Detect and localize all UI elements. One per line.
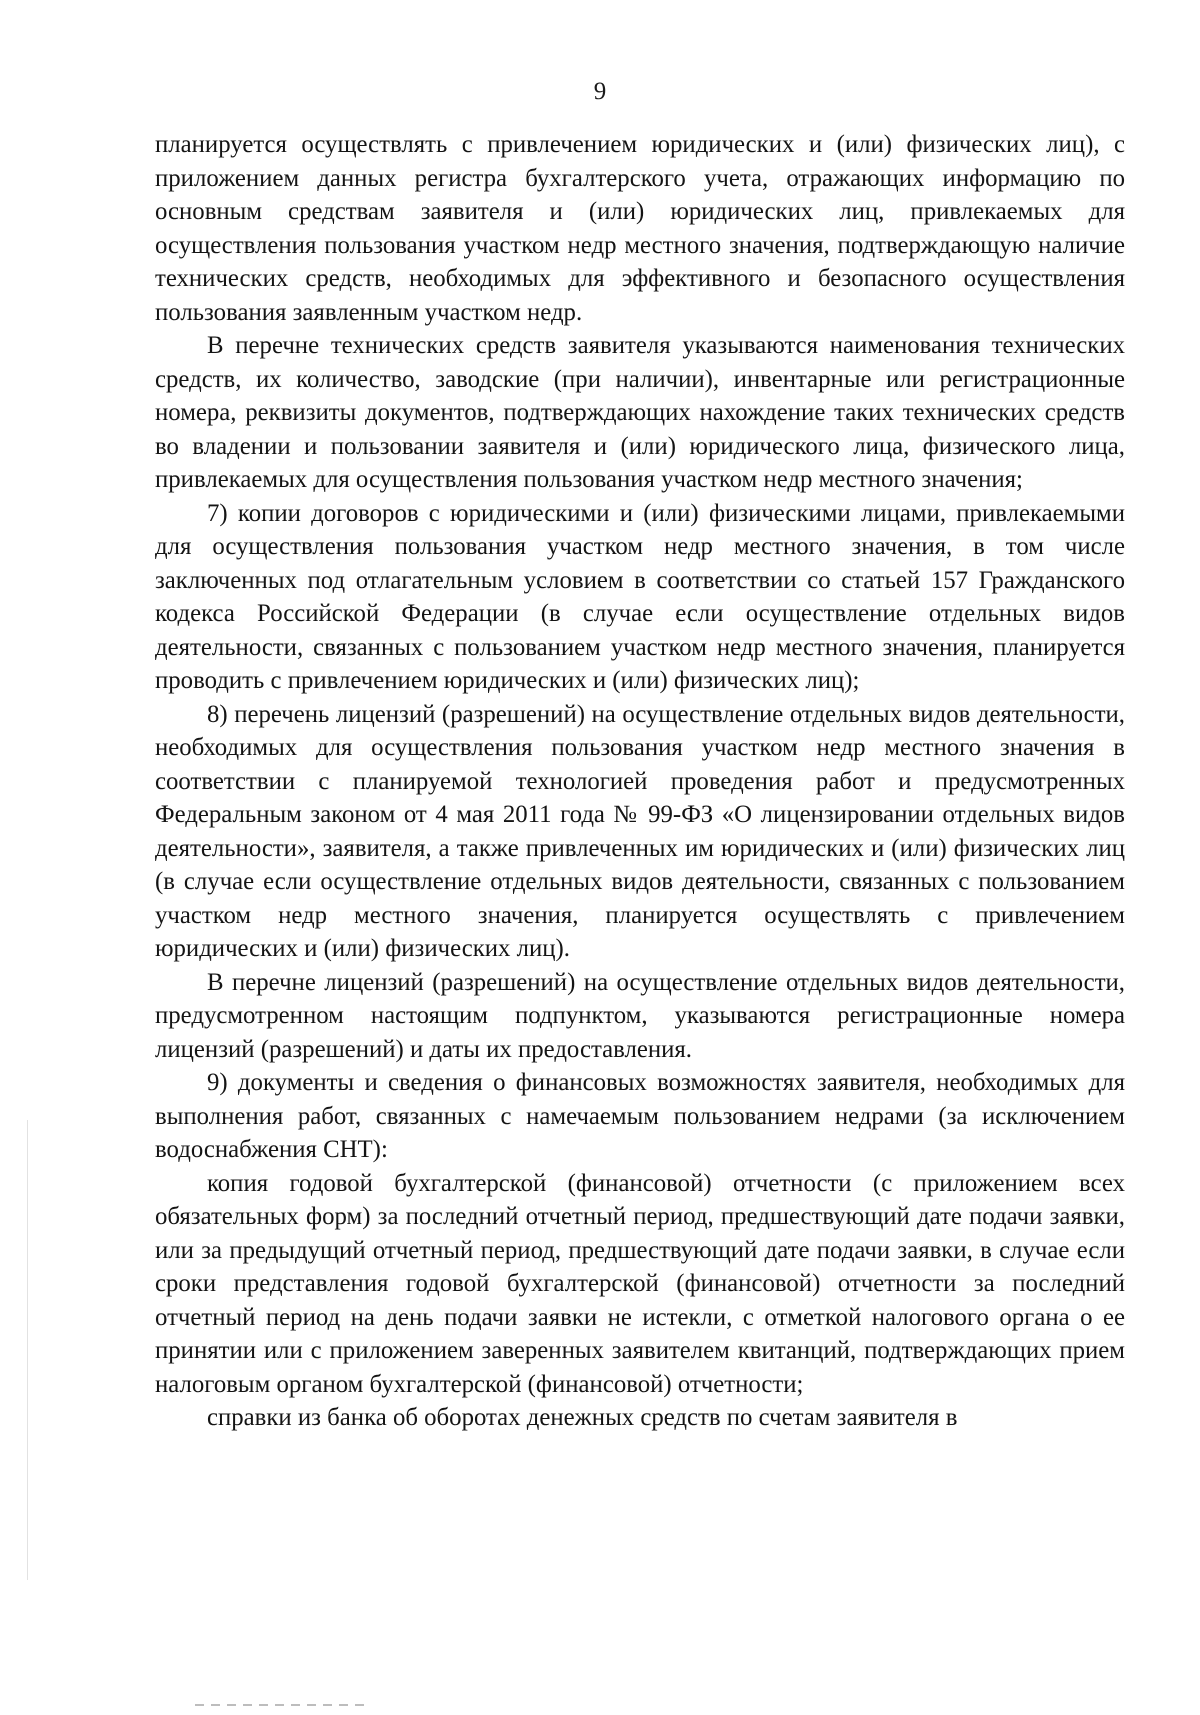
paragraph-item-9: 9) документы и сведения о финансовых возможностях заявителя, необходимых для выполнения работ, связанных с намечаемым пользованием недрами (за исключением водоснабжения СНТ): [155,1069,1125,1163]
paragraph-item-7: 7) копии договоров с юридическими и (или) физическими лицами, привлекаемыми для осуществления пользования участком недр местного значения, в том числе заключенных под отлагательным условием в соответствии со статьей 157 Гражданского кодекса Российской Федерации (в случае если осуществление отдельных видов деятельности, связанных с пользованием участком недр местного значения, планируется проводить с привлечением юридических и (или) физических лиц); [155,499,1125,694]
page-number: 9 [593,78,607,105]
paragraph-annual-report-copy: копия годовой бухгалтерской (финансовой) отчетности (с приложением всех обязательных форм) за последний отчетный период, предшествующий дате подачи заявки, или за предыдущий отчетный период, предшествующий дате подачи заявки, в случае если сроки представления годовой бухгалтерской (финансовой) отчетности за последний отчетный период на день подачи заявки не истекли, с отметкой налогового органа о ее принятии или с приложением заверенных заявителем квитанций, подтверждающих прием налоговым органом бухгалтерской (финансовой) отчетности; [155,1169,1125,1398]
paragraph-licenses-list: В перечне лицензий (разрешений) на осуществление отдельных видов деятельности, предусмотренном настоящим подпунктом, указываются регистрационные номера лицензий (разрешений) и даты их предоставления. [155,968,1125,1063]
paragraph-bank-certificates: справки из банка об оборотах денежных средств по счетам заявителя в [207,1404,958,1431]
document-body [155,128,1125,1435]
paragraph-technical-means: В перечне технических средств заявителя указываются наименования технических средств, их количество, заводские (при наличии), инвентарные или регистрационные номера, реквизиты документов, подтверждающих нахождение таких технических средств во владении и пользовании заявителя и (или) юридического лица, физического лица, привлекаемых для осуществления пользования участком недр местного значения; [155,332,1125,493]
paragraph-item-8: 8) перечень лицензий (разрешений) на осуществление отдельных видов деятельности, необходимых для осуществления пользования участком недр местного значения в соответствии с планируемой технологией проведения работ и предусмотренных Федеральным законом от 4 мая 2011 года № 99-ФЗ «О лицензировании отдельных видов деятельности», заявителя, а также привлеченных им юридических и (или) физических лиц (в случае если осуществление отдельных видов деятельности, связанных с пользованием участком недр местного значения, планируется осуществлять с привлечением юридических и (или) физических лиц). [155,700,1125,962]
scan-bottom-marks [195,1704,365,1706]
scan-edge-mark [27,1120,28,1580]
paragraph-continuation: планируется осуществлять с привлечением юридических и (или) физических лиц), с приложением данных регистра бухгалтерского учета, отражающих информацию по основным средствам заявителя и (или) юридических лиц, привлекаемых для осуществления пользования участком недр местного значения, подтверждающую наличие технических средств, необходимых для эффективного и безопасного осуществления пользования заявленным участком недр. [155,131,1125,326]
